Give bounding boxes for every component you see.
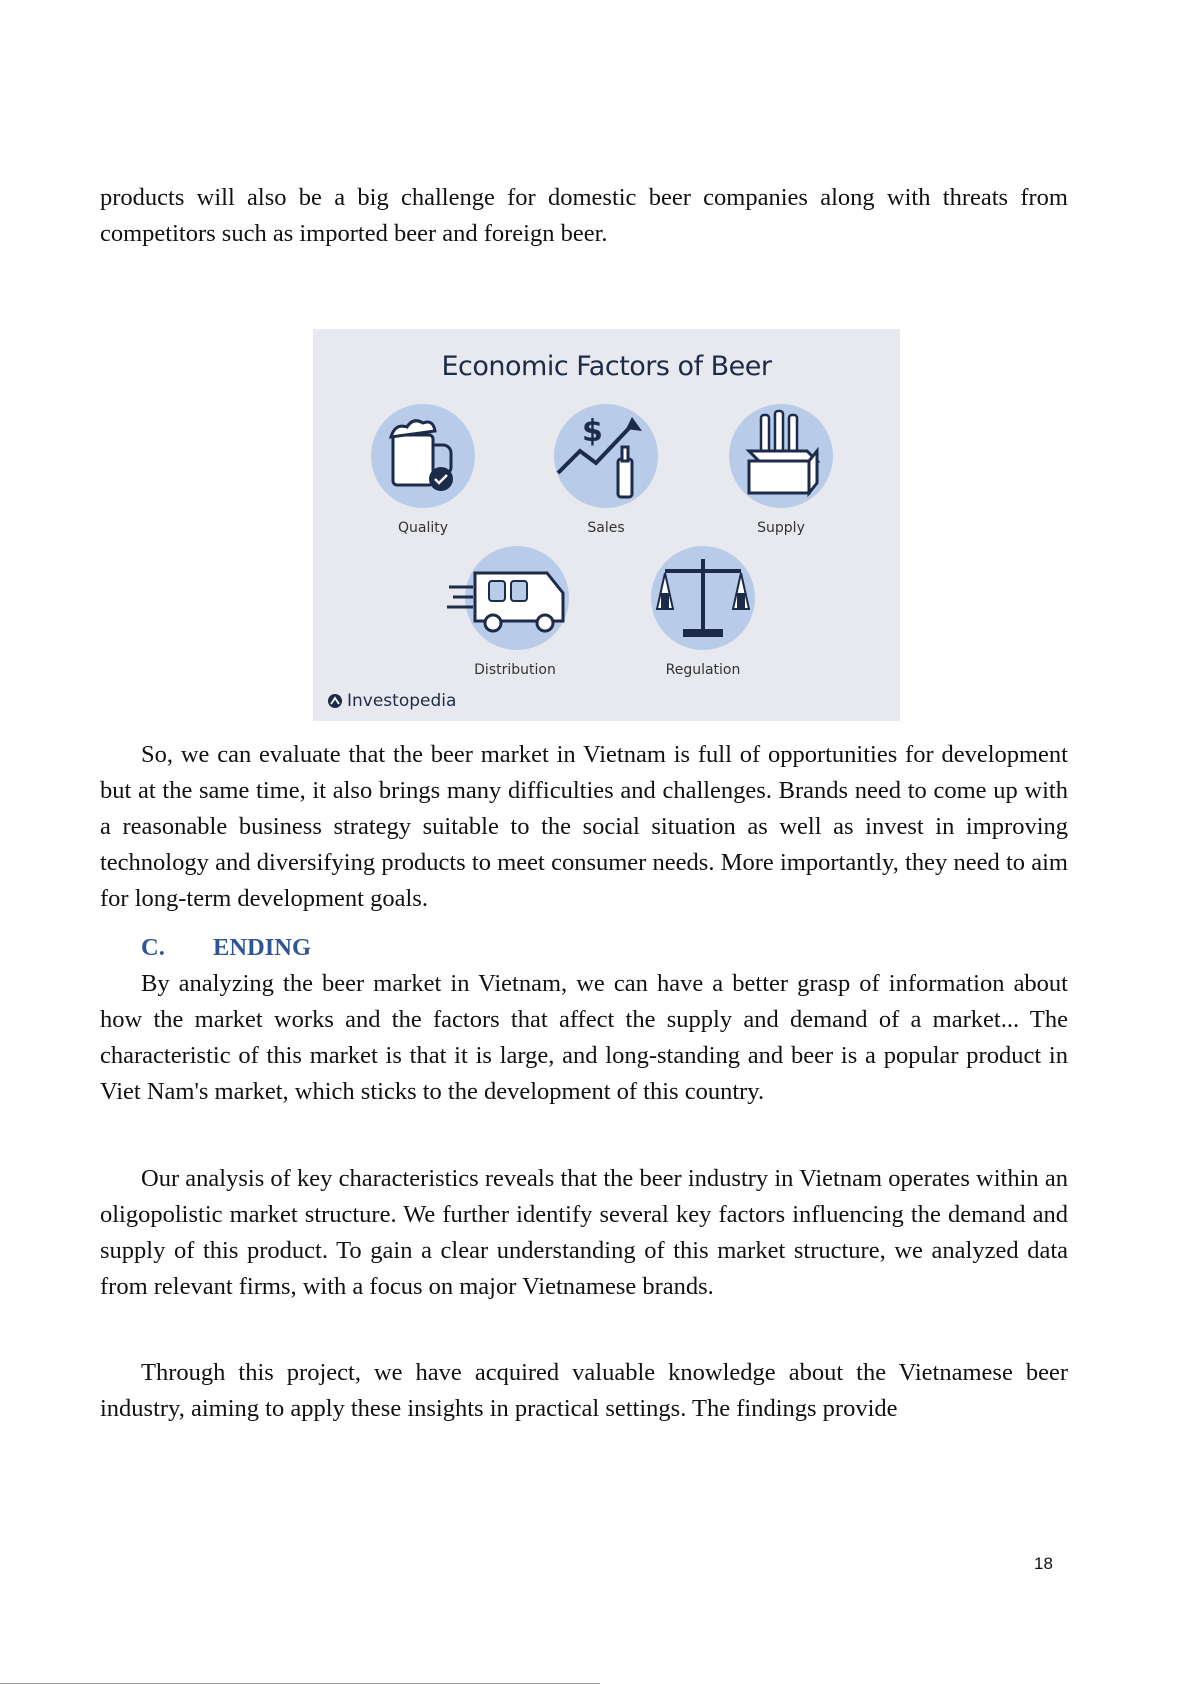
figure-label-regulation: Regulation	[665, 662, 741, 678]
figure-item-distribution	[445, 543, 585, 678]
figure-label-distribution: Distribution	[474, 662, 556, 678]
section-heading-ending	[141, 930, 311, 966]
brand-name: Investopedia	[347, 691, 457, 711]
figure-item-supply	[711, 401, 851, 536]
paragraph-project: Through this project, we have acquired valuable knowledge about the Vietnamese beer industry, aiming to apply these insights in practical settings. The findings provide	[100, 1359, 1068, 1422]
svg-text:$: $	[582, 414, 603, 449]
sales-growth-icon	[546, 401, 666, 511]
economic-factors-figure	[313, 329, 900, 721]
figure-label-sales: Sales	[587, 520, 625, 536]
paragraph-continuation: products will also be a big challenge for domestic beer companies along with threats from competitors such as imported beer and foreign beer.	[100, 184, 1068, 247]
figure-label-supply: Supply	[757, 520, 805, 536]
section-letter: C.	[141, 934, 165, 961]
figure-item-regulation	[633, 543, 773, 678]
paragraph-characteristics: Our analysis of key characteristics reveals that the beer industry in Vietnam operates within an oligopolistic market structure. We further identify several key factors influencing the demand and supply of this product. To gain a clear understanding of this market structure, we analyzed data from relevant firms, with a focus on major Vietnamese brands.	[100, 1165, 1068, 1300]
bottle-crate-supply-icon	[721, 401, 841, 511]
section-title: ENDING	[213, 934, 312, 961]
paragraph-evaluation: So, we can evaluate that the beer market in Vietnam is full of opportunities for development but at the same time, it also brings many difficulties and challenges. Brands need to come up with a reasonable business strategy suitable to the social situation as well as invest in improving technology and diversifying products to meet consumer needs. More importantly, they need to aim for long-term development goals.	[100, 741, 1068, 912]
investopedia-brand	[327, 691, 456, 711]
figure-item-sales	[536, 401, 676, 536]
beer-mug-quality-icon	[363, 401, 483, 511]
figure-label-quality: Quality	[397, 520, 449, 536]
investopedia-logo-icon	[327, 693, 343, 709]
figure-item-quality	[353, 401, 493, 536]
balance-scale-icon	[643, 543, 763, 653]
delivery-truck-icon	[445, 543, 585, 653]
footer-rule	[0, 1683, 600, 1684]
paragraph-analysis: By analyzing the beer market in Vietnam, we can have a better grasp of information about how the market works and the factors that affect the supply and demand of a market... The characteristic of this market is that it is large, and long-standing and beer is a popular product in Viet Nam's market, which sticks to the development of this country.	[100, 970, 1068, 1105]
page-number: 18	[1034, 1554, 1053, 1573]
figure-title: Economic Factors of Beer	[441, 351, 772, 382]
